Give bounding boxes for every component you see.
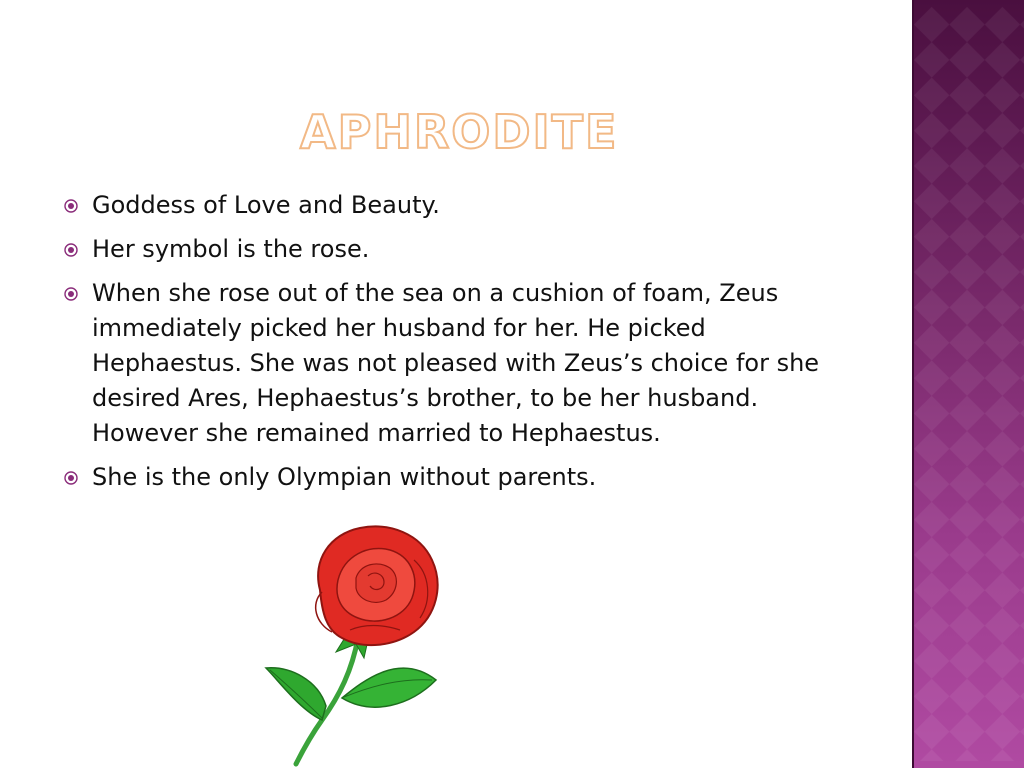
bullet-text: She is the only Olympian without parents. [92, 463, 597, 491]
rose-image [260, 520, 470, 768]
bullet-item [60, 232, 860, 267]
bullet-item [60, 188, 860, 223]
bullet-list [60, 188, 860, 504]
circled-dot-icon [64, 287, 78, 301]
rose-leaf-right [342, 668, 436, 707]
circled-dot-icon [64, 199, 78, 213]
bullet-text: When she rose out of the sea on a cushion of foam, Zeus immediately picked her husband for her. He picked Hephaestus. She was not pleased with Zeus’s choice for she desired Ares, Hephaestus’s brother, to be her husband. However she remained married to Hephaestus. [92, 279, 820, 447]
bullet-item [60, 460, 860, 495]
bullet-text: Goddess of Love and Beauty. [92, 191, 440, 219]
diamond-pattern [914, 0, 1024, 768]
bullet-item [60, 276, 860, 451]
circled-dot-icon [64, 471, 78, 485]
decorative-side-panel [912, 0, 1024, 768]
slide-title: APHRODITE [300, 105, 619, 159]
circled-dot-icon [64, 243, 78, 257]
bullet-text: Her symbol is the rose. [92, 235, 370, 263]
